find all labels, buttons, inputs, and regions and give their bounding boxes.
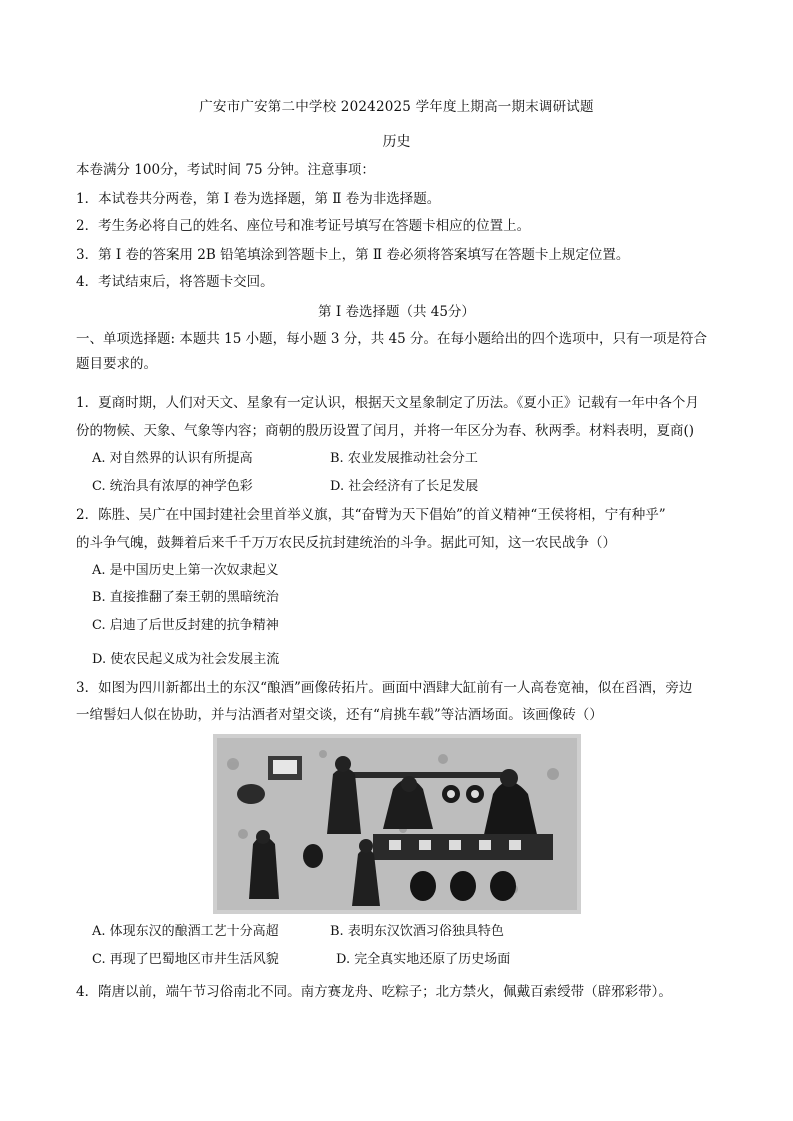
brick-relief-rubbing-image xyxy=(213,734,581,914)
question-1-option-d[interactable]: D. 社会经济有了长足发展 xyxy=(330,479,479,494)
question-2-option-b[interactable]: B. 直接推翻了秦王朝的黑暗统治 xyxy=(92,590,279,605)
question-2-stem-line1: 2．陈胜、吴广在中国封建社会里首举义旗，其“奋臂为天下倡始”的首义精神“王侯将相，宁有种乎” xyxy=(76,507,666,523)
question-1-option-a[interactable]: A. 对自然界的认识有所提高 xyxy=(92,451,253,466)
question-2-stem-line2: 的斗争气魄，鼓舞着后来千千万万农民反抗封建统治的斗争。据此可知，这一农民战争（） xyxy=(76,535,616,551)
question-1-option-c[interactable]: C. 统治具有浓厚的神学色彩 xyxy=(92,479,253,494)
instruction-item-4: 4．考试结束后，将答题卡交回。 xyxy=(76,274,274,290)
section-desc-line2: 题目要求的。 xyxy=(76,356,157,372)
question-4-stem-line1: 4．隋唐以前，端午节习俗南北不同。南方赛龙舟、吃粽子；北方禁火，佩戴百索绶带（辟邪彩带）。 xyxy=(76,984,672,1000)
question-2-option-d[interactable]: D. 使农民起义成为社会发展主流 xyxy=(92,652,280,667)
instruction-item-2: 2．考生务必将自己的姓名、座位号和准考证号填写在答题卡相应的位置上。 xyxy=(76,218,531,234)
question-1-option-b[interactable]: B. 农业发展推动社会分工 xyxy=(330,451,478,466)
section-heading: 第 Ⅰ 卷选择题（共 45分） xyxy=(318,304,475,320)
exam-title: 广安市广安第二中学校 20242025 学年度上期高一期末调研试题 xyxy=(199,99,594,115)
instruction-item-3: 3．第 Ⅰ 卷的答案用 2B 铅笔填涂到答题卡上，第 Ⅱ 卷必须将答案填写在答题卡上规定位置。 xyxy=(76,247,630,263)
instruction-item-1: 1．本试卷共分两卷，第 Ⅰ 卷为选择题，第 Ⅱ 卷为非选择题。 xyxy=(76,191,441,207)
question-1-stem-line1: 1．夏商时期，人们对天文、星象有一定认识，根据天文星象制定了历法。《夏小正》记载有一年中各个月 xyxy=(76,395,699,411)
instructions-intro: 本卷满分 100分，考试时间 75 分钟。注意事项： xyxy=(76,162,375,178)
question-3-option-b[interactable]: B. 表明东汉饮酒习俗独具特色 xyxy=(330,924,504,939)
question-3-stem-line2: 一绾髻妇人似在协助，并与沽酒者对望交谈，还有“肩挑车载”等沽酒场面。该画像砖（） xyxy=(76,707,603,723)
question-3-option-a[interactable]: A. 体现东汉的酿酒工艺十分高超 xyxy=(92,924,279,939)
question-1-stem-line2: 份的物候、天象、气象等内容；商朝的殷历设置了闰月，并将一年区分为春、秋两季。材料表明，夏商() xyxy=(76,423,695,439)
question-3-option-d[interactable]: D. 完全真实地还原了历史场面 xyxy=(336,952,511,967)
question-2-option-c[interactable]: C. 启迪了后世反封建的抗争精神 xyxy=(92,618,279,633)
question-3-stem-line1: 3．如图为四川新都出土的东汉“酿酒”画像砖拓片。画面中酒肆大缸前有一人高卷宽袖，似在舀酒，旁边 xyxy=(76,680,693,696)
subject-title: 历史 xyxy=(382,134,411,150)
section-desc-line1: 一、单项选择题: 本题共 15 小题，每小题 3 分，共 45 分。在每小题给出的四个选项中，只有一项是符合 xyxy=(76,331,708,347)
question-2-option-a[interactable]: A. 是中国历史上第一次奴隶起义 xyxy=(92,563,279,578)
question-3-option-c[interactable]: C. 再现了巴蜀地区市井生活风貌 xyxy=(92,952,279,967)
